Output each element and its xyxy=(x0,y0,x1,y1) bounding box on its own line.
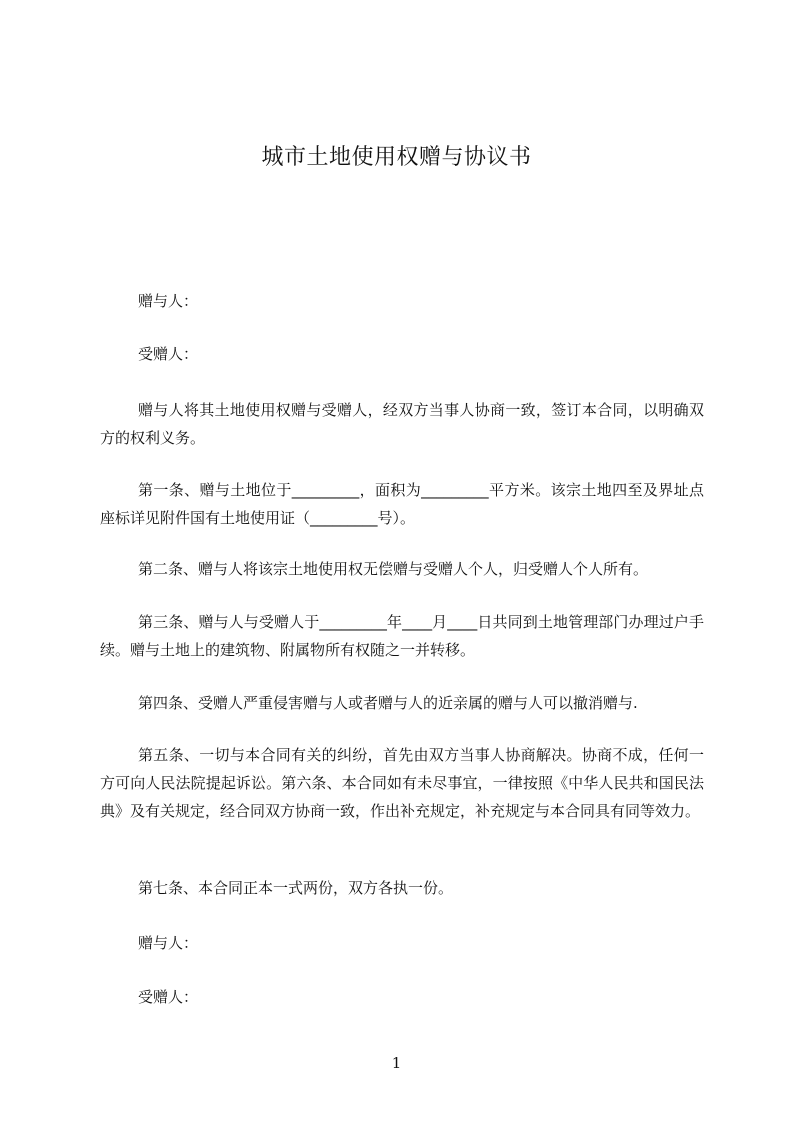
recipient-label-bottom: 受赠人： xyxy=(138,988,199,1006)
donor-label-top: 赠与人： xyxy=(138,292,199,310)
article-7: 第七条、本合同正本一式两份，双方各执一份。 xyxy=(138,879,454,897)
page-number: 1 xyxy=(391,1054,402,1072)
article-4: 第四条、受赠人严重侵害赠与人或者赠与人的近亲属的赠与人可以撤消赠与. xyxy=(138,694,638,712)
document-title: 城市土地使用权赠与协议书 xyxy=(261,145,532,170)
article-2: 第二条、赠与人将该宗土地使用权无偿赠与受赠人个人，归受赠人个人所有。 xyxy=(138,560,649,578)
article-1: 第一条、赠与土地位于_________，面积为_________平方米。该宗土地四至及界址点座标详见附件国有土地使用证（_________号）。 xyxy=(100,481,704,527)
recipient-label-top: 受赠人： xyxy=(138,345,199,363)
intro-paragraph: 赠与人将其土地使用权赠与受赠人，经双方当事人协商一致，签订本合同，以明确双方的权利义务。 xyxy=(100,401,704,447)
donor-label-bottom: 赠与人： xyxy=(138,934,199,952)
article-5-6: 第五条、一切与本合同有关的纠纷，首先由双方当事人协商解决。协商不成，任何一方可向人民法院提起诉讼。第六条、本合同如有未尽事宜，一律按照《中华人民共和国民法典》及有关规定，经合同双方协商一致，作出补充规定，补充规定与本合同具有同等效力。 xyxy=(100,746,704,820)
article-3: 第三条、赠与人与受赠人于_________年____月____日共同到土地管理部门办理过户手续。赠与土地上的建筑物、附属物所有权随之一并转移。 xyxy=(100,613,704,659)
